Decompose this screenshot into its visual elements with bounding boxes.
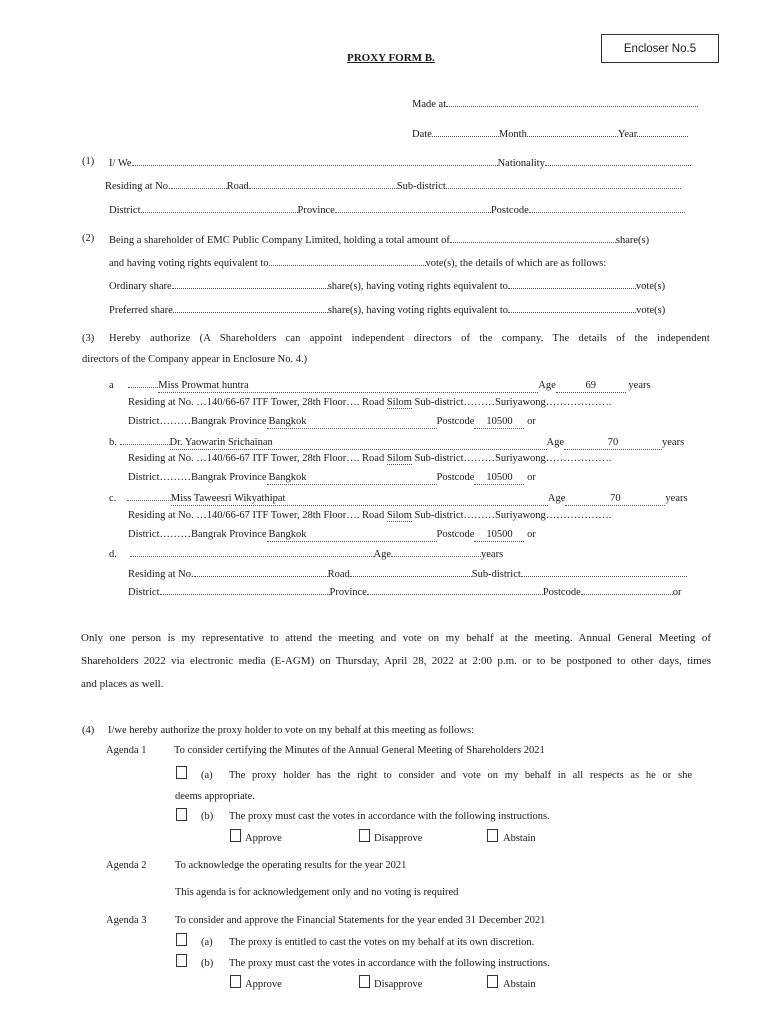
s2-row4 — [109, 302, 665, 317]
proxy-subdistrict: Suriyawong — [495, 397, 546, 408]
province-label: Province — [229, 529, 267, 540]
proxy-d-district-row — [128, 584, 682, 599]
road-field[interactable] — [387, 510, 412, 522]
paragraph-line3: and places as well. — [81, 678, 164, 690]
proxy-address: 140/66-67 ITF Tower, 28th Floor — [206, 453, 347, 464]
total-votes-field[interactable] — [269, 255, 426, 266]
s2-line2b: vote(s), the details of which are as follows: — [425, 258, 607, 269]
s4-intro: I/we hereby authorize the proxy holder to vote on my behalf at this meeting as follows: — [108, 725, 474, 736]
agenda1-option-a-checkbox[interactable] — [176, 766, 187, 779]
proxy-name: Miss Taweesri Wikyathipat — [170, 493, 286, 504]
agenda1-option-b-checkbox[interactable] — [176, 808, 187, 821]
nationality-field[interactable] — [545, 155, 691, 166]
proxy-name: Dr. Yaowarin Srichainan — [169, 437, 273, 448]
postcode-label: Postcode — [542, 587, 581, 598]
leader-dots — [127, 490, 171, 501]
ordinary-shares-field[interactable] — [172, 278, 328, 289]
proxy-postcode: 10500 — [486, 472, 513, 483]
year-field[interactable] — [637, 126, 688, 137]
agenda3-option-b-text: The proxy must cast the votes in accordance with the following instructions. — [229, 958, 550, 969]
agenda1-approve-checkbox[interactable] — [230, 829, 241, 842]
subdistrict-label: Sub-district — [414, 510, 464, 521]
age-field[interactable] — [391, 546, 481, 557]
proxy-name-field[interactable] — [170, 436, 547, 450]
district-label: District — [128, 587, 160, 598]
proxy-b-name-row — [109, 434, 684, 450]
proxy-a-address-row: Residing at No. …140/66-67 ITF Tower, 28th Floor…. Road Silom Sub-district………Suriyawong………………. — [128, 397, 612, 408]
proxy-a-name-row — [109, 377, 651, 393]
agenda3-option-a-checkbox[interactable] — [176, 933, 187, 946]
proxy-a-district-row: District………Bangrak Province Bangkok Postcode 10500 or — [128, 416, 536, 427]
proxy-c-district-row: District………Bangrak Province Bangkok Postcode 10500 or — [128, 529, 536, 540]
proxy-c-address-row: Residing at No. …140/66-67 ITF Tower, 28th Floor…. Road Silom Sub-district………Suriyawong………………. — [128, 510, 612, 521]
road-field[interactable] — [249, 178, 397, 189]
agenda3-option-b-marker: (b) — [201, 958, 214, 969]
residing-label: Residing at No. — [128, 397, 194, 408]
proxy-letter: c. — [109, 493, 117, 504]
agenda2-note: This agenda is for acknowledgement only and no voting is required — [175, 887, 459, 898]
proxy-postcode: 10500 — [486, 529, 513, 540]
or-label: or — [527, 529, 536, 540]
date-row — [412, 126, 688, 141]
date-field[interactable] — [432, 126, 499, 137]
agenda2-text: To acknowledge the operating results for the year 2021 — [175, 860, 407, 871]
proxy-district: Bangrak — [191, 416, 227, 427]
province-label: Province — [329, 587, 367, 598]
province-field[interactable] — [335, 202, 491, 213]
preferred-label: Preferred share — [109, 305, 173, 316]
proxy-name-field[interactable] — [171, 492, 548, 506]
subdistrict-field[interactable] — [446, 178, 681, 189]
proxy-province: Bangkok — [268, 529, 307, 540]
residing-label: Residing at No. — [128, 510, 194, 521]
road-field[interactable] — [387, 453, 412, 465]
ordinary-mid: share(s), having voting rights equivalent to — [327, 281, 508, 292]
proxy-b-district-row: District………Bangrak Province Bangkok Postcode 10500 or — [128, 472, 536, 483]
year-label: Year — [617, 129, 638, 140]
agenda1-abstain-label: Abstain — [503, 833, 536, 844]
proxy-district: Bangrak — [191, 529, 227, 540]
s4-number: (4) — [82, 725, 95, 736]
agenda1-option-a-text2: deems appropriate. — [175, 791, 255, 802]
subdistrict-label: Sub-district — [396, 181, 446, 192]
postcode-field[interactable] — [474, 471, 524, 485]
proxy-province: Bangkok — [268, 416, 307, 427]
postcode-field[interactable] — [581, 584, 673, 595]
postcode-label: Postcode — [490, 205, 529, 216]
s2-row3 — [109, 278, 665, 293]
agenda2-label: Agenda 2 — [106, 860, 147, 871]
month-label: Month — [498, 129, 527, 140]
s2-number: (2) — [82, 233, 95, 244]
proxy-letter: b. — [109, 437, 117, 448]
proxy-age: 69 — [585, 380, 597, 391]
agenda1-abstain-checkbox[interactable] — [487, 829, 498, 842]
proxy-postcode: 10500 — [486, 416, 513, 427]
shares-label: share(s) — [615, 235, 650, 246]
subdistrict-label: Sub-district — [414, 453, 464, 464]
province-field[interactable] — [267, 528, 437, 542]
proxy-name-field[interactable] — [130, 546, 374, 557]
proxy-letter: d. — [109, 549, 117, 560]
years-label: years — [628, 380, 651, 391]
years-label: years — [481, 549, 504, 560]
agenda3-approve-label: Approve — [245, 979, 282, 990]
age-field[interactable] — [556, 379, 626, 393]
proxy-d-name-row — [109, 546, 503, 561]
subdistrict-label: Sub-district — [471, 569, 521, 580]
age-field[interactable] — [565, 492, 665, 506]
proxy-letter: a — [109, 380, 114, 391]
proxy-subdistrict: Suriyawong — [495, 510, 546, 521]
made-at-row — [412, 96, 698, 111]
agenda1-option-b-marker: (b) — [201, 811, 214, 822]
enclosure-label: Encloser No.5 — [601, 34, 719, 63]
made-at-field[interactable] — [446, 96, 698, 107]
postcode-label: Postcode — [436, 416, 475, 427]
years-label: years — [662, 437, 685, 448]
agenda1-approve-label: Approve — [245, 833, 282, 844]
residing-field[interactable] — [171, 178, 227, 189]
paragraph-line1: Only one person is my representative to attend the meeting and vote on my behalf at the meeting. Annual General Meeting of — [81, 632, 711, 644]
s2-line1: Being a shareholder of EMC Public Company Limited, holding a total amount of — [109, 235, 450, 246]
proxy-road: Silom — [386, 397, 412, 408]
road-field[interactable] — [387, 397, 412, 409]
agenda3-abstain-label: Abstain — [503, 979, 536, 990]
preferred-votes-label: vote(s) — [636, 305, 666, 316]
postcode-field[interactable] — [529, 202, 685, 213]
province-field[interactable] — [367, 584, 543, 595]
agenda3-option-a-marker: (a) — [201, 937, 213, 948]
district-label: District — [128, 529, 160, 540]
s1-row2 — [105, 178, 681, 193]
preferred-votes-field[interactable] — [508, 302, 636, 313]
paragraph-line2: Shareholders 2022 via electronic media (E-AGM) on Thursday, April 28, 2022 at 2:00 p.m. or to be postponed to other days, times — [81, 655, 711, 667]
postcode-field[interactable] — [474, 528, 524, 542]
residing-label: Residing at No. — [105, 181, 171, 192]
age-label: Age — [373, 549, 391, 560]
agenda1-option-a-marker: (a) — [201, 770, 213, 781]
ordinary-label: Ordinary share — [109, 281, 172, 292]
or-label: or — [527, 416, 536, 427]
agenda1-text: To consider certifying the Minutes of the Annual General Meeting of Shareholders 2021 — [174, 745, 545, 756]
agenda1-option-a-text: The proxy holder has the right to consider and vote on my behalf in all respects as he or she — [229, 770, 692, 781]
district-label: District — [128, 416, 160, 427]
road-field[interactable] — [350, 566, 472, 577]
name-field[interactable] — [132, 155, 498, 166]
s2-row1 — [109, 232, 649, 247]
proxy-province: Bangkok — [268, 472, 307, 483]
agenda3-disapprove-checkbox[interactable] — [359, 975, 370, 988]
age-label: Age — [538, 380, 556, 391]
district-label: District — [128, 472, 160, 483]
age-field[interactable] — [564, 436, 662, 450]
leader-dots — [128, 377, 158, 388]
total-shares-field[interactable] — [450, 232, 616, 243]
agenda3-option-b-checkbox[interactable] — [176, 954, 187, 967]
proxy-name: Miss Prowmat huntra — [158, 380, 249, 391]
agenda3-disapprove-label: Disapprove — [374, 979, 423, 990]
proxy-b-address-row: Residing at No. …140/66-67 ITF Tower, 28th Floor…. Road Silom Sub-district………Suriyawong………………. — [128, 453, 612, 464]
form-title: PROXY FORM B. — [347, 52, 435, 64]
district-field[interactable] — [141, 202, 298, 213]
i-we-label: I/ We — [109, 158, 132, 169]
date-label: Date — [412, 129, 432, 140]
proxy-d-address-row — [128, 566, 687, 581]
nationality-label: Nationality — [497, 158, 545, 169]
proxy-road: Silom — [386, 453, 412, 464]
s1-number: (1) — [82, 156, 95, 167]
s1-row1 — [109, 155, 691, 170]
s1-row3 — [109, 202, 685, 217]
preferred-shares-field[interactable] — [173, 302, 328, 313]
agenda1-label: Agenda 1 — [106, 745, 147, 756]
agenda3-abstain-checkbox[interactable] — [487, 975, 498, 988]
s3-number: (3) — [82, 333, 95, 344]
proxy-c-name-row — [109, 490, 688, 506]
years-label: years — [665, 493, 688, 504]
postcode-label: Postcode — [436, 529, 475, 540]
agenda3-label: Agenda 3 — [106, 915, 147, 926]
residing-field[interactable] — [194, 566, 328, 577]
agenda3-text: To consider and approve the Financial Statements for the year ended 31 December 2021 — [175, 915, 546, 926]
agenda1-option-b-text: The proxy must cast the votes in accordance with the following instructions. — [229, 811, 550, 822]
s3-line2: directors of the Company appear in Enclosure No. 4.) — [82, 354, 308, 365]
road-label: Road — [226, 181, 249, 192]
province-label: Province — [297, 205, 335, 216]
agenda1-disapprove-label: Disapprove — [374, 833, 423, 844]
road-label: Road — [327, 569, 350, 580]
subdistrict-field[interactable] — [521, 566, 687, 577]
province-label: Province — [229, 472, 267, 483]
proxy-age: 70 — [607, 437, 619, 448]
leader-dots — [120, 434, 170, 445]
proxy-subdistrict: Suriyawong — [495, 453, 546, 464]
province-label: Province — [229, 416, 267, 427]
agenda3-approve-checkbox[interactable] — [230, 975, 241, 988]
agenda3-option-a-text: The proxy is entitled to cast the votes on my behalf at its own discretion. — [229, 937, 535, 948]
age-label: Age — [547, 493, 566, 504]
postcode-field[interactable] — [474, 415, 524, 429]
proxy-address: 140/66-67 ITF Tower, 28th Floor — [206, 397, 347, 408]
residing-label: Residing at No. — [128, 569, 194, 580]
made-at-label: Made at — [412, 99, 447, 110]
or-label: or — [672, 587, 682, 598]
residing-label: Residing at No. — [128, 453, 194, 464]
s2-line2a: and having voting rights equivalent to — [109, 258, 269, 269]
preferred-mid: share(s), having voting rights equivalent to — [327, 305, 509, 316]
proxy-name-field[interactable] — [158, 379, 538, 393]
proxy-address: 140/66-67 ITF Tower, 28th Floor — [206, 510, 347, 521]
ordinary-votes-label: vote(s) — [635, 281, 666, 292]
age-label: Age — [546, 437, 564, 448]
district-field[interactable] — [160, 584, 330, 595]
subdistrict-label: Sub-district — [414, 397, 464, 408]
district-label: District — [109, 205, 141, 216]
proxy-road: Silom — [386, 510, 412, 521]
agenda1-disapprove-checkbox[interactable] — [359, 829, 370, 842]
province-field[interactable] — [267, 415, 437, 429]
s2-row2 — [109, 255, 606, 270]
postcode-label: Postcode — [436, 472, 475, 483]
or-label: or — [527, 472, 536, 483]
proxy-age: 70 — [610, 493, 621, 504]
s3-line1: Hereby authorize (A Shareholders can appoint independent directors of the company. The details of the independent — [109, 333, 710, 344]
province-field[interactable] — [267, 471, 437, 485]
ordinary-votes-field[interactable] — [508, 278, 636, 289]
proxy-district: Bangrak — [191, 472, 227, 483]
month-field[interactable] — [527, 126, 618, 137]
